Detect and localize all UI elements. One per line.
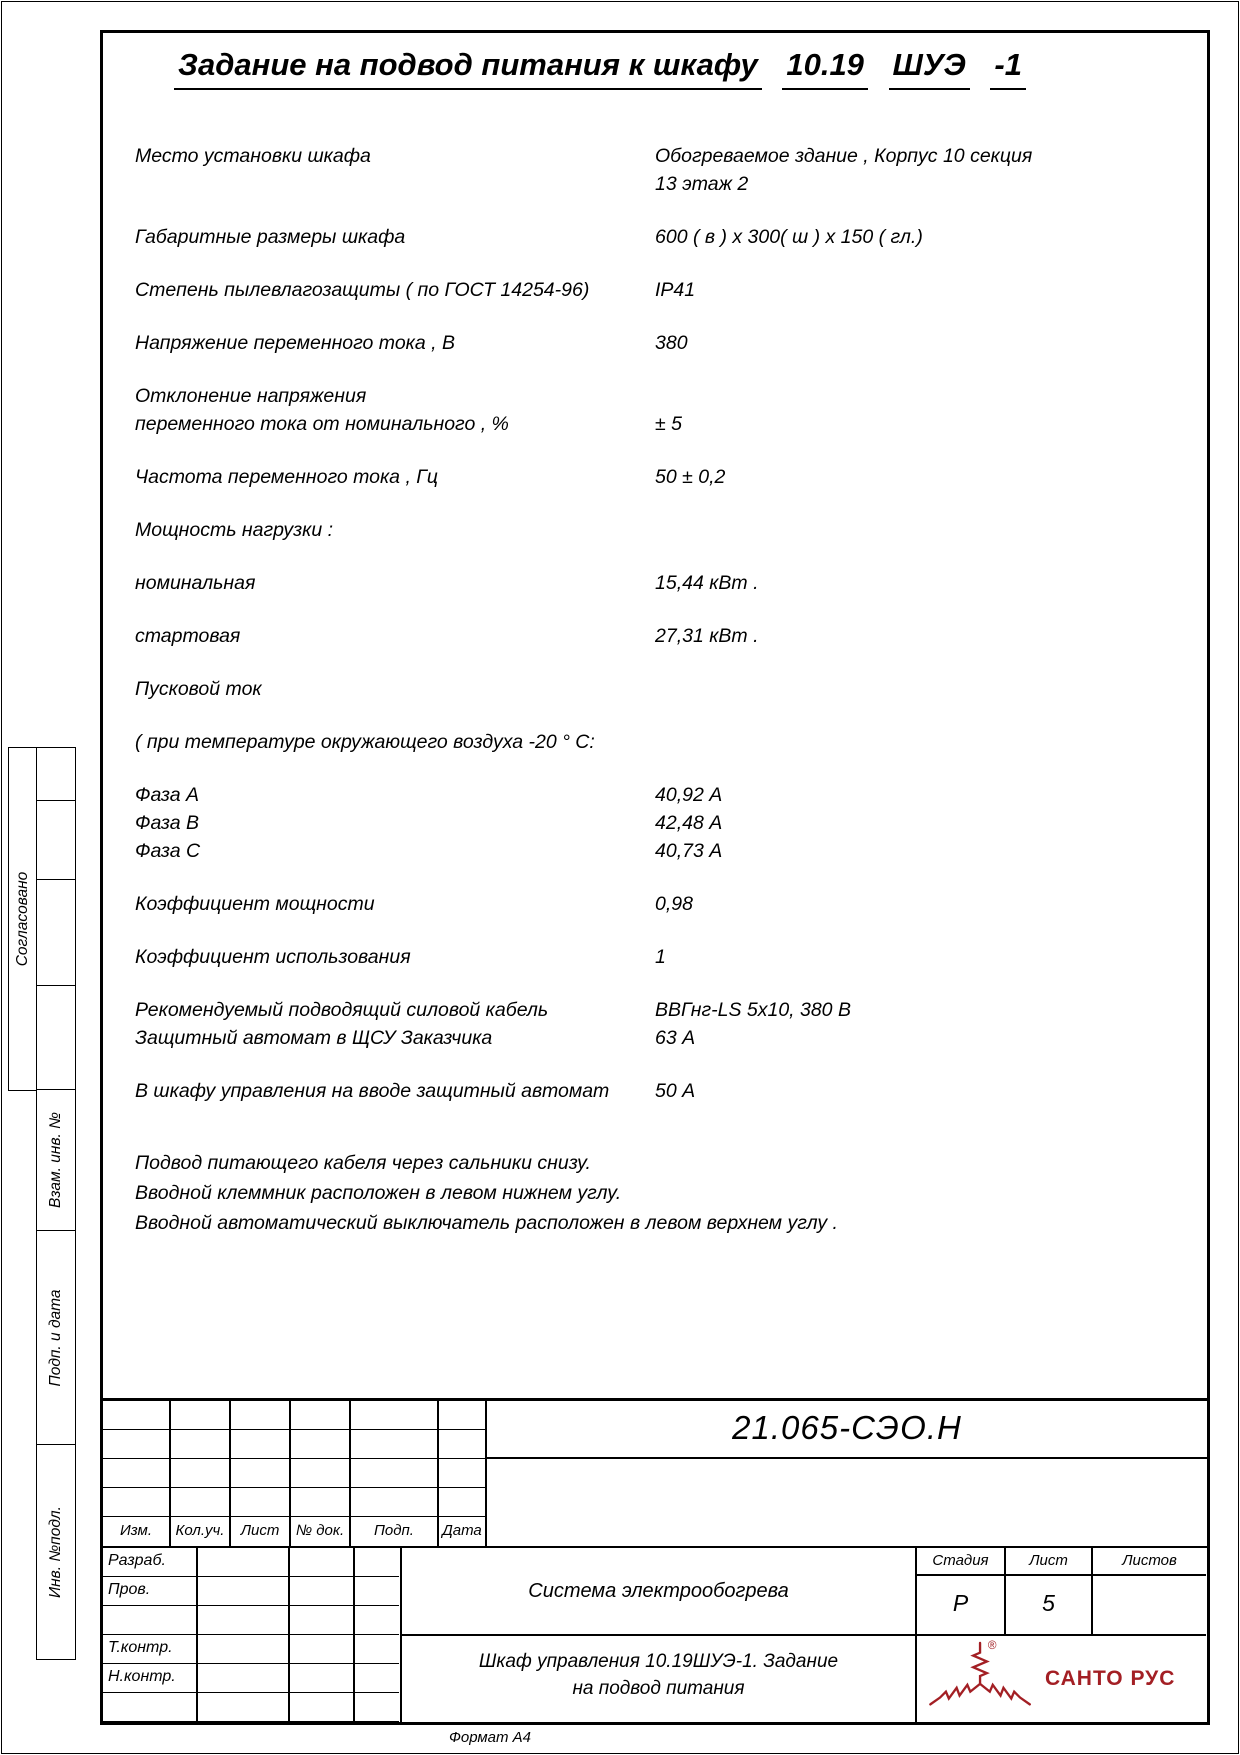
sign-row (103, 1548, 400, 1577)
stage-header: Стадия (917, 1548, 1006, 1576)
revision-table (103, 1401, 485, 1546)
param-label: Фаза В (135, 812, 200, 834)
param-label: Защитный автомат в ЩСУ Заказчика (135, 1027, 493, 1049)
parameter-row (135, 812, 1183, 834)
sign-cell (290, 1548, 355, 1577)
sign-row-label: Разраб. (103, 1548, 198, 1577)
sign-row-label (103, 1693, 198, 1722)
stage-header-row (917, 1548, 1207, 1576)
param-value: Обогреваемое здание , Корпус 10 секция (655, 145, 1033, 167)
revision-cell (103, 1430, 171, 1459)
sign-cell (290, 1635, 355, 1664)
revision-cell (439, 1459, 485, 1488)
doc-title (103, 47, 1097, 83)
param-label: стартовая (135, 625, 241, 647)
revision-cell (171, 1401, 231, 1430)
revision-cell (351, 1459, 439, 1488)
revision-cell (103, 1459, 171, 1488)
param-value: 380 (655, 332, 688, 354)
param-label: Отклонение напряжения (135, 385, 367, 407)
parameter-row (135, 279, 1183, 301)
parameter-row (135, 999, 1183, 1021)
vzam-label: Взам. инв. № (47, 1112, 64, 1208)
sign-cell (198, 1693, 290, 1722)
param-value: 50 А (655, 1080, 696, 1102)
note-line: Вводной клеммник расположен в левом нижнем углу. (135, 1182, 622, 1204)
params-list (135, 145, 1183, 1234)
sheet-value: 5 (1006, 1576, 1093, 1636)
param-label: Пусковой ток (135, 678, 262, 700)
parameter-row (135, 946, 1183, 968)
sign-row (103, 1693, 400, 1722)
param-label: номинальная (135, 572, 256, 594)
param-label: ( при температуре окружающего воздуха -20 ° С: (135, 731, 595, 753)
notes (135, 1152, 1183, 1234)
parameter-row (135, 385, 1183, 407)
sign-cell (355, 1548, 399, 1577)
revision-header-row (103, 1517, 485, 1546)
sign-table (103, 1548, 402, 1722)
title-block (100, 1398, 1210, 1725)
note-line: Подвод питающего кабеля через сальники снизу. (135, 1152, 591, 1174)
param-label: Мощность нагрузки : (135, 519, 334, 541)
revision-row (103, 1459, 485, 1488)
parameter-row (135, 226, 1183, 248)
sign-row-label: Н.контр. (103, 1664, 198, 1693)
sign-cell (290, 1606, 355, 1635)
revision-cell (439, 1488, 485, 1517)
revision-cell (231, 1430, 291, 1459)
revision-cell (231, 1459, 291, 1488)
sign-cell (355, 1635, 399, 1664)
revision-cell (439, 1401, 485, 1430)
sheet-header: Лист (1006, 1548, 1093, 1576)
approved-label: Согласовано (14, 871, 31, 967)
sign-cell (198, 1635, 290, 1664)
sign-cell (355, 1693, 399, 1722)
note-line: Вводной автоматический выключатель расположен в левом верхнем углу . (135, 1212, 838, 1234)
param-label: Место установки шкафа (135, 145, 371, 167)
param-label: Рекомендуемый подводящий силовой кабель (135, 999, 549, 1021)
podp-label: Подп. и дата (47, 1288, 64, 1387)
param-value (655, 519, 1183, 541)
registered-mark-icon: ® (987, 1639, 997, 1652)
revision-cell (171, 1430, 231, 1459)
rev-header-koluch: Кол.уч. (171, 1517, 231, 1546)
param-value: 15,44 кВт . (655, 572, 759, 594)
sign-row-label: Пров. (103, 1577, 198, 1606)
parameter-row (135, 625, 1183, 647)
param-value: 13 этаж 2 (655, 173, 749, 195)
param-label: Степень пылевлагозащиты ( по ГОСТ 14254-96) (135, 279, 590, 301)
parameter-row (135, 519, 1183, 541)
param-label: Фаза С (135, 840, 201, 862)
param-label (135, 173, 655, 195)
margin-box-3 (36, 879, 76, 986)
param-value (655, 731, 1183, 753)
parameter-row (135, 413, 1183, 435)
revision-cell (351, 1488, 439, 1517)
param-value (655, 385, 1183, 407)
parameter-row (135, 1027, 1183, 1049)
parameter-row (135, 145, 1183, 167)
sheets-header: Листов (1093, 1548, 1206, 1576)
object-line-1: Шкаф управления 10.19ШУЭ-1. Задание (478, 1651, 839, 1672)
param-label: Габаритные размеры шкафа (135, 226, 406, 248)
parameter-row (135, 678, 1183, 700)
sign-row (103, 1664, 400, 1693)
margin-box-2 (36, 800, 76, 881)
rev-header-podp: Подп. (351, 1517, 439, 1546)
sign-cell (198, 1577, 290, 1606)
parameter-row (135, 731, 1183, 753)
parameter-row (135, 572, 1183, 594)
sign-cell (198, 1606, 290, 1635)
revision-cell (351, 1401, 439, 1430)
revision-cell (439, 1430, 485, 1459)
sign-cell (198, 1664, 290, 1693)
logo-text: САНТО РУС (1045, 1667, 1176, 1690)
param-value: 40,92 А (655, 784, 723, 806)
inv-cell (36, 1444, 76, 1660)
param-value (655, 678, 1183, 700)
sign-row-label (103, 1606, 198, 1635)
margin-box-1 (36, 747, 76, 801)
sheets-value (1093, 1576, 1206, 1636)
parameter-row (135, 173, 1183, 195)
sign-row (103, 1635, 400, 1664)
param-value: 50 ± 0,2 (655, 466, 726, 488)
stage-value: Р (917, 1576, 1006, 1636)
podp-cell (36, 1230, 76, 1446)
logo-cell (915, 1636, 1207, 1722)
vzam-cell (36, 1089, 76, 1231)
rev-header-doc: № док. (291, 1517, 351, 1546)
rev-header-list: Лист (231, 1517, 291, 1546)
revision-cell (291, 1488, 351, 1517)
revision-cell (291, 1401, 351, 1430)
sign-row (103, 1606, 400, 1635)
param-label: Фаза А (135, 784, 200, 806)
object-cell (402, 1636, 915, 1722)
revision-cell (291, 1430, 351, 1459)
param-value: 63 А (655, 1027, 696, 1049)
doc-number-cell: 21.065-СЭО.Н (485, 1401, 1207, 1459)
sign-cell (355, 1664, 399, 1693)
logo-trident-icon (923, 1639, 1041, 1719)
parameter-row (135, 1080, 1183, 1102)
revision-cell (103, 1488, 171, 1517)
param-value: 40,73 А (655, 840, 723, 862)
revision-cell (171, 1488, 231, 1517)
param-value: IP41 (655, 279, 696, 301)
parameter-row (135, 466, 1183, 488)
parameter-row (135, 893, 1183, 915)
param-label: переменного тока от номинального , % (135, 413, 509, 435)
approval-stamp-cell (8, 747, 38, 1091)
revision-row (103, 1430, 485, 1459)
doc-title-num: 10.19 (782, 47, 868, 90)
param-value: ± 5 (655, 413, 682, 435)
rev-header-izm: Изм. (103, 1517, 171, 1546)
revision-cell (351, 1430, 439, 1459)
margin-box-4 (36, 985, 76, 1091)
parameter-row (135, 784, 1183, 806)
param-label: Коэффициент использования (135, 946, 411, 968)
revision-row (103, 1401, 485, 1430)
format-label: Формат А4 (448, 1729, 532, 1746)
doc-title-suffix: -1 (990, 47, 1026, 90)
sign-cell (355, 1577, 399, 1606)
revision-cell (103, 1401, 171, 1430)
sign-cell (355, 1606, 399, 1635)
param-label: Напряжение переменного тока , В (135, 332, 455, 354)
param-value: ВВГнг-LS 5х10, 380 В (655, 999, 851, 1021)
parameter-row (135, 840, 1183, 862)
stage-value-row (917, 1576, 1207, 1636)
divider-line (485, 1459, 487, 1546)
param-value: 42,48 А (655, 812, 723, 834)
sign-row (103, 1577, 400, 1606)
sign-cell (198, 1548, 290, 1577)
doc-title-main: Задание на подвод питания к шкафу (174, 47, 762, 90)
sign-cell (290, 1664, 355, 1693)
param-value: 1 (655, 946, 666, 968)
object-line-2: на подвод питания (572, 1678, 745, 1699)
rev-header-data: Дата (442, 1522, 482, 1539)
system-cell: Система электрообогрева (402, 1548, 915, 1636)
sign-cell (290, 1693, 355, 1722)
param-value: 0,98 (655, 893, 693, 915)
revision-cell (171, 1459, 231, 1488)
inv-label: Инв. №подл. (47, 1506, 64, 1598)
revision-cell (231, 1488, 291, 1517)
param-label: В шкафу управления на вводе защитный автомат (135, 1080, 610, 1102)
parameter-row (135, 332, 1183, 354)
doc-title-code: ШУЭ (889, 47, 970, 90)
param-value: 27,31 кВт . (655, 625, 759, 647)
param-label: Частота переменного тока , Гц (135, 466, 439, 488)
param-label: Коэффициент мощности (135, 893, 375, 915)
revision-cell (291, 1459, 351, 1488)
revision-row (103, 1488, 485, 1517)
param-value: 600 ( в ) х 300( ш ) х 150 ( гл.) (655, 226, 923, 248)
sign-row-label: Т.контр. (103, 1635, 198, 1664)
stage-grid (915, 1548, 1207, 1636)
sign-cell (290, 1577, 355, 1606)
revision-cell (231, 1401, 291, 1430)
